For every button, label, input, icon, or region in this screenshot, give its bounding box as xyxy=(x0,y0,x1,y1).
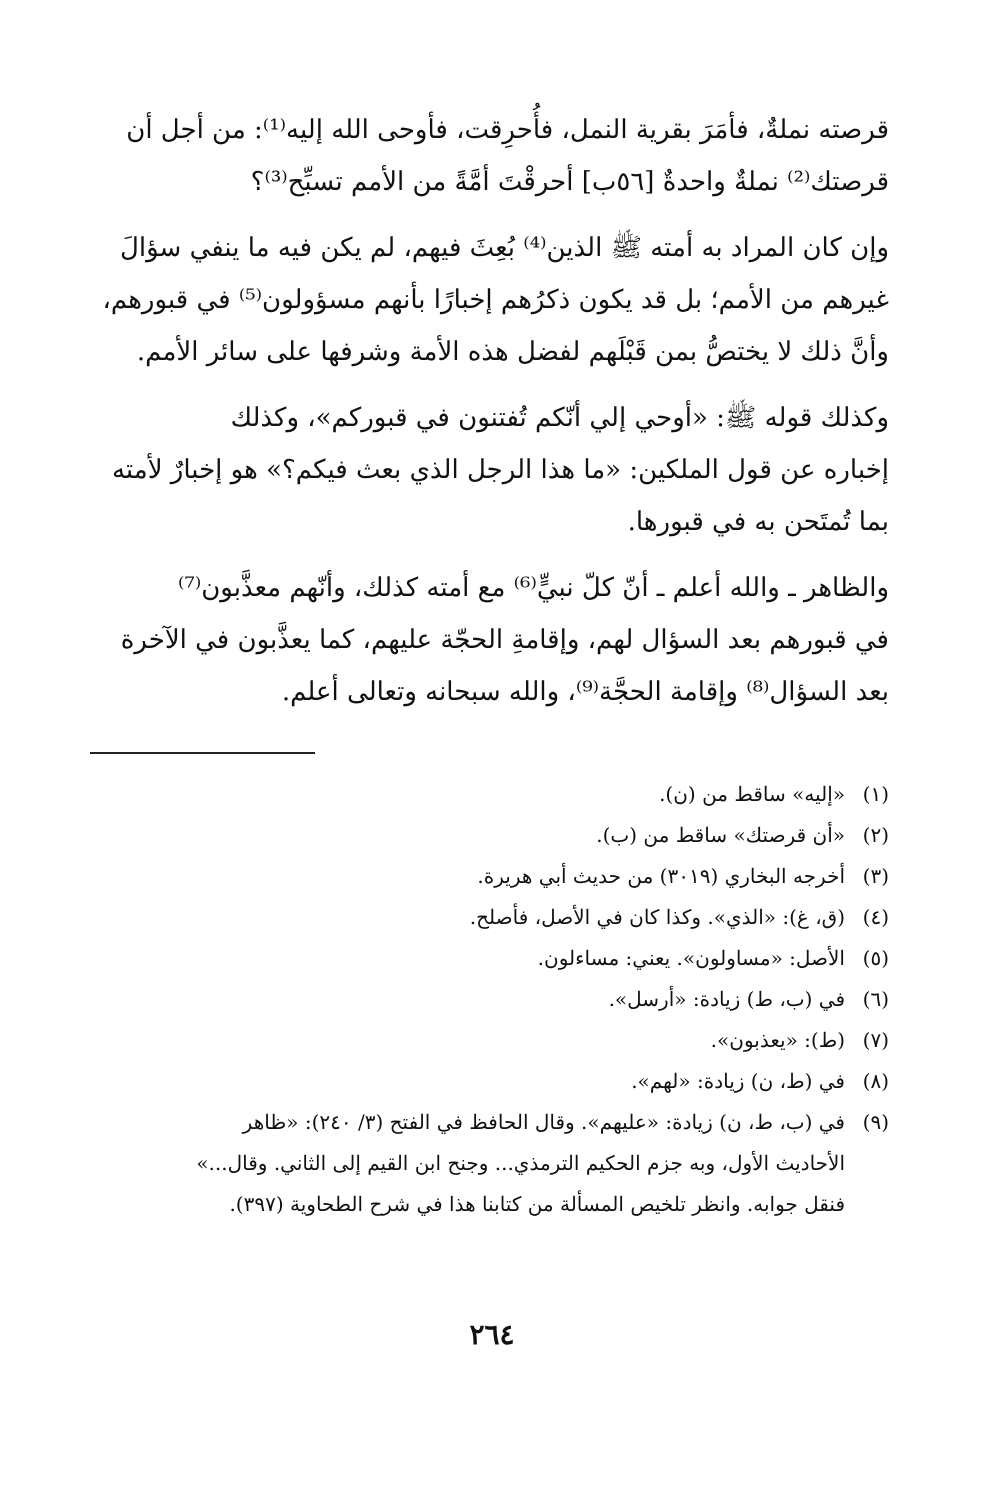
text-line: وكذلك قوله ﷺ: «أوحي إلي أنّكم تُفتنون في قبوركم»، وكذلك xyxy=(230,403,889,433)
footnote-item xyxy=(90,1020,889,1061)
footnote-line: فنقل جوابه. وانظر تلخيص المسألة من كتابنا هذا في شرح الطحاوية (٣٩٧). xyxy=(229,1192,845,1216)
footnote-line: (ط): «يعذبون». xyxy=(710,1028,845,1052)
text-line: قرصتك⁽²⁾ نملةٌ واحدةٌ [٥٦ب] أحرقْتَ أمَّةً من الأمم تسبِّح⁽³⁾؟ xyxy=(250,167,889,197)
footnote-number: (٩) xyxy=(862,1110,889,1134)
footnote-item xyxy=(90,1061,889,1102)
footnote-text xyxy=(90,938,845,979)
footnote-item xyxy=(90,774,889,815)
footnote-item xyxy=(90,979,889,1020)
footnote-text xyxy=(90,815,845,856)
footnote-line: في (ب، ط، ن) زيادة: «عليهم». وقال الحافظ في الفتح (٣/ ٢٤٠): «ظاهر xyxy=(242,1110,845,1134)
footnote-number: (٤) xyxy=(862,905,889,929)
text-line: وإن كان المراد به أمته ﷺ الذين⁽⁴⁾ بُعِثَ فيهم، لم يكن فيه ما ينفي سؤالَ xyxy=(119,233,889,263)
footnote-item xyxy=(90,938,889,979)
footnote-line: أخرجه البخاري (٣٠١٩) من حديث أبي هريرة. xyxy=(477,864,845,888)
footnote-line: في (ط، ن) زيادة: «لهم». xyxy=(631,1069,845,1093)
main-paragraph xyxy=(90,104,889,208)
footnote-line: في (ب، ط) زيادة: «أرسل». xyxy=(608,987,845,1011)
footnote-item xyxy=(90,897,889,938)
main-paragraph xyxy=(90,562,889,718)
footnote-line: «أن قرصتك» ساقط من (ب). xyxy=(596,823,845,847)
text-line: إخباره عن قول الملكين: «ما هذا الرجل الذي بعث فيكم؟» هو إخبارٌ لأمته xyxy=(111,455,889,485)
footnote-number: (٧) xyxy=(862,1028,889,1052)
page-number: ٢٦٤ xyxy=(469,1318,515,1351)
footnote-text xyxy=(90,1061,845,1102)
text-line: والظاهر ـ والله أعلم ـ أنّ كلّ نبيٍّ⁽⁶⁾ مع أمته كذلك، وأنّهم معذَّبون⁽⁷⁾ xyxy=(177,573,889,603)
footnotes-list xyxy=(90,774,889,1225)
page-content xyxy=(90,104,889,1225)
footnote-item xyxy=(90,815,889,856)
footnote-text xyxy=(90,1020,845,1061)
footnote-number: (١) xyxy=(862,782,889,806)
footnote-number: (٨) xyxy=(862,1069,889,1093)
text-line: بعد السؤال⁽⁸⁾ وإقامة الحجَّة⁽⁹⁾، والله سبحانه وتعالى أعلم. xyxy=(281,677,889,707)
text-line: قرصته نملةٌ، فأمَرَ بقرية النمل، فأُحرِقت، فأوحى الله إليه⁽¹⁾: من أجل أن xyxy=(126,115,889,145)
footnote-line: «إليه» ساقط من (ن). xyxy=(659,782,845,806)
text-line: بما تُمتَحن به في قبورها. xyxy=(627,507,889,537)
main-paragraph xyxy=(90,392,889,548)
footnote-divider xyxy=(90,752,315,754)
footnote-item xyxy=(90,1102,889,1225)
footnote-number: (٥) xyxy=(862,946,889,970)
main-paragraph xyxy=(90,222,889,378)
text-line: في قبورهم بعد السؤال لهم، وإقامةِ الحجّة عليهم، كما يعذَّبون في الآخرة xyxy=(120,625,889,655)
footnote-text xyxy=(90,774,845,815)
footnote-line: الأحاديث الأول، وبه جزم الحكيم الترمذي... وجنح ابن القيم إلى الثاني. وقال...» xyxy=(196,1151,845,1175)
footnote-text xyxy=(90,979,845,1020)
footnote-text xyxy=(90,1102,845,1225)
footnote-line: (ق، غ): «الذي». وكذا كان في الأصل، فأصلح. xyxy=(469,905,845,929)
footnote-number: (٢) xyxy=(862,823,889,847)
footnote-line: الأصل: «مساولون». يعني: مساءلون. xyxy=(537,946,845,970)
footnote-text xyxy=(90,897,845,938)
footnote-text xyxy=(90,856,845,897)
footnote-number: (٦) xyxy=(862,987,889,1011)
footnote-item xyxy=(90,856,889,897)
text-line: وأنَّ ذلك لا يختصُّ بمن قَبْلَهم لفضل هذه الأمة وشرفها على سائر الأمم. xyxy=(136,337,889,367)
footnote-number: (٣) xyxy=(862,864,889,888)
text-line: غيرهم من الأمم؛ بل قد يكون ذكرُهم إخبارًا بأنهم مسؤولون⁽⁵⁾ في قبورهم، xyxy=(102,285,889,315)
